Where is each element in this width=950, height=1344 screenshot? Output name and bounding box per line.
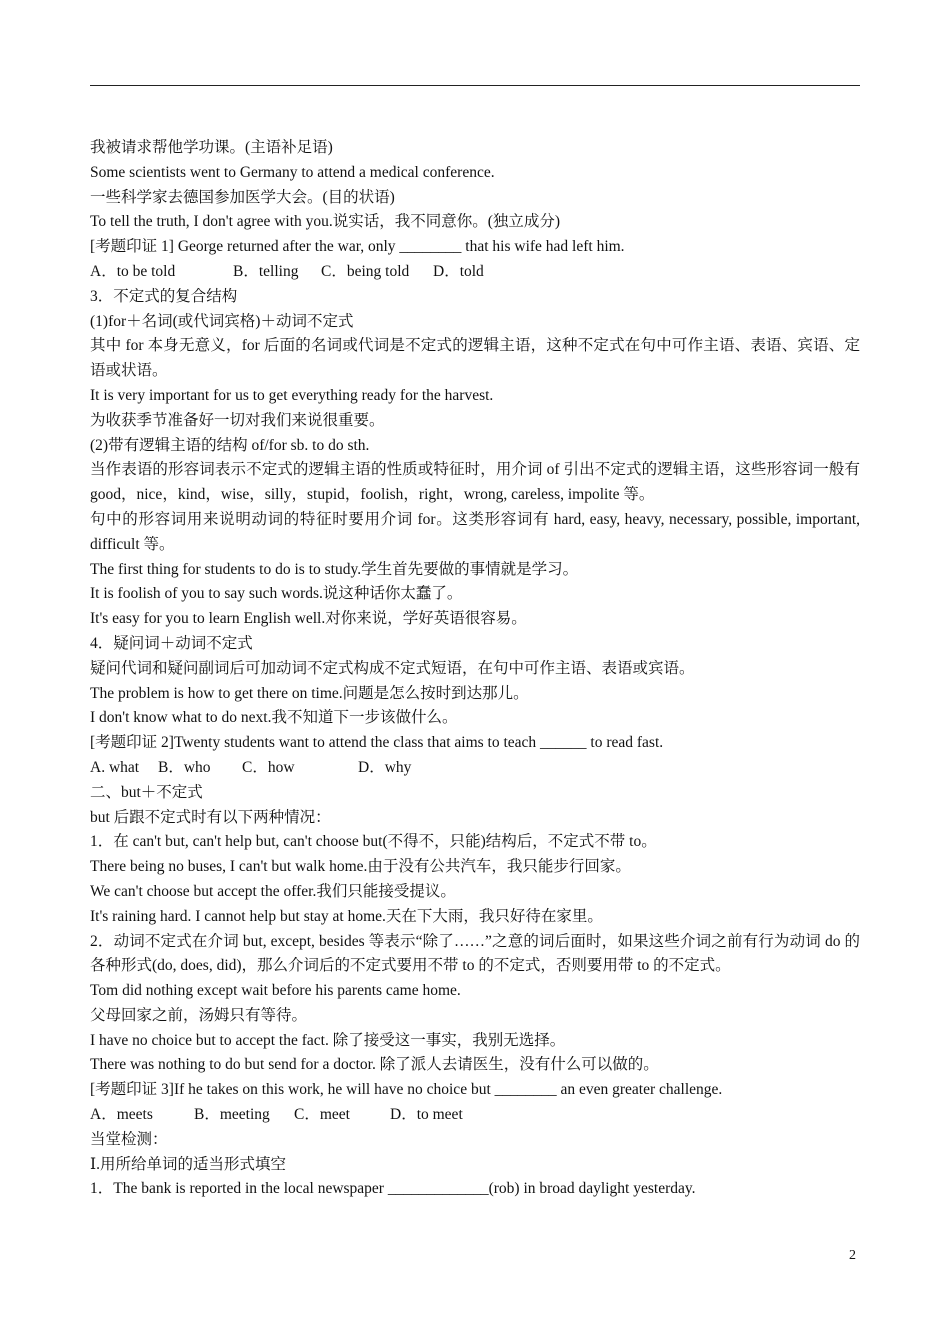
exam-question-3-choices [90, 1103, 860, 1128]
choice-d: D．to meet [390, 1106, 463, 1124]
page-number: 2 [849, 1248, 856, 1263]
document-body [90, 136, 860, 1202]
text-paragraph: 当作表语的形容词表示不定式的逻辑主语的性质或特征时，用介词 of 引出不定式的逻辑主语，这些形容词一般有 good，nice，kind，wise，silly，stupid，foolish，right，wrong, careless, impolite 等。 [90, 461, 860, 504]
text-paragraph: 其中 for 本身无意义，for 后面的名词或代词是不定式的逻辑主语，这种不定式在句中可作主语、表语、宾语、定语或状语。 [90, 337, 860, 380]
text-line: 父母回家之前，汤姆只有等待。 [90, 1006, 308, 1024]
exam-question-1-choices [90, 260, 860, 285]
choice-a: A．meets [90, 1106, 153, 1124]
text-line: The problem is how to get there on time.问题是怎么按时到达那儿。 [90, 684, 529, 702]
text-line: There was nothing to do but send for a doctor. 除了派人去请医生，没有什么可以做的。 [90, 1056, 659, 1074]
choice-b: B．who [158, 758, 211, 776]
subsection-heading: Ⅰ.用所给单词的适当形式填空 [90, 1155, 286, 1173]
choice-b: B．meeting [194, 1106, 270, 1124]
text-line: 1．在 can't but, can't help but, can't choose but(不得不，只能)结构后，不定式不带 to。 [90, 833, 657, 851]
text-line: I don't know what to do next.我不知道下一步该做什么。 [90, 709, 458, 727]
section-heading: 二、but＋不定式 [90, 783, 203, 801]
header-rule [90, 85, 860, 86]
exam-question-1: [考题印证 1] George returned after the war, only ________ that his wife had left him. [90, 238, 625, 256]
text-line: 我被请求帮他学功课。(主语补足语) [90, 139, 333, 156]
text-line: It's raining hard. I cannot help but stay at home.天在下大雨，我只好待在家里。 [90, 907, 603, 925]
subsection-heading: (2)带有逻辑主语的结构 of/for sb. to do sth. [90, 436, 370, 454]
exam-question-3: [考题印证 3]If he takes on this work, he will have no choice but ________ an even greater challenge. [90, 1081, 723, 1099]
choice-a: A. what [90, 758, 140, 776]
text-line: To tell the truth, I don't agree with you.说实话，我不同意你。(独立成分) [90, 213, 561, 231]
choice-d: D．why [358, 758, 412, 776]
text-line: We can't choose but accept the offer.我们只能接受提议。 [90, 882, 456, 900]
text-paragraph: 2．动词不定式在介词 but, except, besides 等表示“除了……”之意的词后面时，如果这些介词之前有行为动词 do 的各种形式(do, does, did)，那么介词后的不定式要用不带 to 的不定式，否则要用带 to 的不定式。 [90, 932, 860, 975]
exam-question-2: [考题印证 2]Twenty students want to attend the class that aims to teach ______ to read fast. [90, 734, 664, 752]
subsection-heading: (1)for＋名词(或代词宾格)＋动词不定式 [90, 312, 354, 330]
text-line: Some scientists went to Germany to attend a medical conference. [90, 163, 495, 181]
text-line: Tom did nothing except wait before his parents came home. [90, 982, 461, 1000]
choice-a: A．to be told [90, 262, 176, 280]
text-line: It is foolish of you to say such words.说这种话你太蠢了。 [90, 585, 463, 603]
text-line: There being no buses, I can't but walk home.由于没有公共汽车，我只能步行回家。 [90, 858, 631, 876]
text-paragraph: 句中的形容词用来说明动词的特征时要用介词 for。这类形容词有 hard, easy, heavy, necessary, possible, important, difficult 等。 [90, 510, 860, 553]
section-heading: 3．不定式的复合结构 [90, 287, 238, 305]
choice-c: C．meet [294, 1106, 350, 1124]
choice-b: B．telling [233, 262, 299, 280]
text-line: 疑问代词和疑问副词后可加动词不定式构成不定式短语，在句中可作主语、表语或宾语。 [90, 659, 695, 677]
text-line: 1．The bank is reported in the local newspaper _____________(rob) in broad daylight yesterday. [90, 1180, 696, 1198]
text-line: 一些科学家去德国参加医学大会。(目的状语) [90, 188, 395, 206]
choice-d: D．told [433, 262, 484, 280]
section-heading: 4．疑问词＋动词不定式 [90, 634, 253, 652]
text-line: I have no choice but to accept the fact. 除了接受这一事实，我别无选择。 [90, 1031, 566, 1049]
exam-question-2-choices [90, 756, 860, 781]
text-line: 为收获季节准备好一切对我们来说很重要。 [90, 411, 385, 429]
text-line: The first thing for students to do is to study.学生首先要做的事情就是学习。 [90, 560, 579, 578]
section-heading: 当堂检测： [90, 1130, 168, 1148]
text-line: but 后跟不定式时有以下两种情况： [90, 808, 331, 826]
text-line: It is very important for us to get everything ready for the harvest. [90, 386, 494, 404]
text-line: It's easy for you to learn English well.对你来说，学好英语很容易。 [90, 610, 527, 628]
choice-c: C．being told [321, 262, 410, 280]
choice-c: C．how [242, 758, 295, 776]
